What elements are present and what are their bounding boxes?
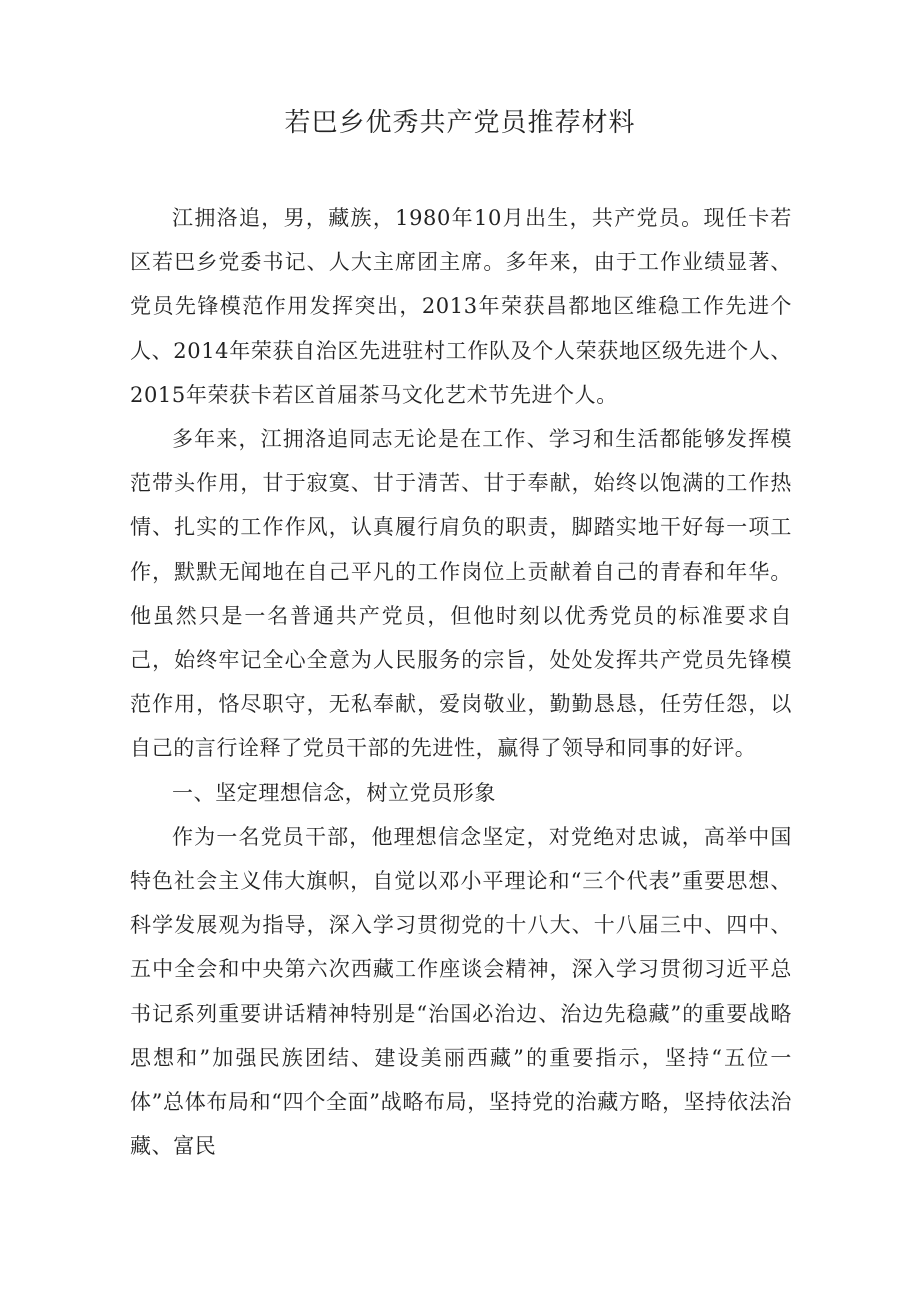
- section-paragraph: 作为一名党员干部，他理想信念坚定，对党绝对忠诚，高举中国特色社会主义伟大旗帜，自觉以邓小平理论和“三个代表”重要思想、科学发展观为指导，深入学习贯彻党的十八大、十八届三中、四中、五中全会和中央第六次西藏工作座谈会精神，深入学习贯彻习近平总书记系列重要讲话精神特别是“治国必治边、治边先稳藏”的重要战略思想和”加强民族团结、建设美丽西藏”的重要指示，坚持“五位一体”总体布局和“四个全面”战略布局，坚持党的治藏方略，坚持依法治藏、富民: [130, 824, 792, 1159]
- section-heading: 一、坚定理想信念，树立党员形象: [172, 780, 496, 805]
- document-title: 若巴乡优秀共产党员推荐材料: [284, 108, 636, 138]
- summary-paragraph: 多年来，江拥洛追同志无论是在工作、学习和生活都能够发挥模范带头作用，甘于寂寞、甘于清苦、甘于奉献，始终以饱满的工作热情、扎实的工作作风，认真履行肩负的职责，脚踏实地干好每一项工作，默默无闻地在自己平凡的工作岗位上贡献着自己的青春和年华。他虽然只是一名普通共产党员，但他时刻以优秀党员的标准要求自己，始终牢记全心全意为人民服务的宗旨，处处发挥共产党员先锋模范作用，恪尽职守，无私奉献，爱岗敬业，勤勤恳恳，任劳任怨，以自己的言行诠释了党员干部的先进性，赢得了领导和同事的好评。: [130, 427, 792, 761]
- document-body: [130, 196, 792, 1168]
- intro-paragraph: 江拥洛追，男，藏族，1980年10月出生，共产党员。现任卡若区若巴乡党委书记、人大主席团主席。多年来，由于工作业绩显著、党员先锋模范作用发挥突出，2013年荣获昌都地区维稳工作先进个人、2014年荣获自治区先进驻村工作队及个人荣获地区级先进个人、2015年荣获卡若区首届茶马文化艺术节先进个人。: [130, 206, 792, 407]
